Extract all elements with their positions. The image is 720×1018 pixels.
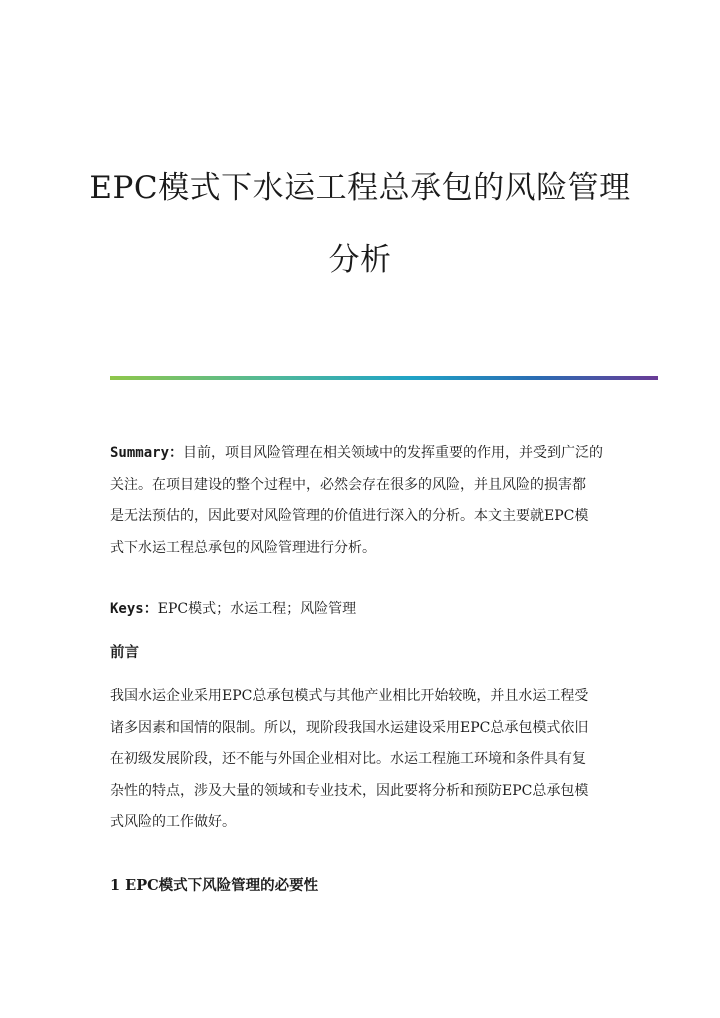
document-title-line-1: EPC模式下水运工程总承包的风险管理 bbox=[89, 170, 631, 206]
gradient-divider bbox=[110, 376, 658, 380]
summary-label: Summary： bbox=[110, 445, 184, 461]
preface-text-line: 诸多因素和国情的限制。所以，现阶段我国水运建设采用EPC总承包模式依旧 bbox=[110, 719, 589, 736]
summary-paragraph bbox=[110, 438, 610, 564]
keywords-label: Keys： bbox=[110, 601, 158, 617]
summary-text-line: 是无法预估的，因此要对风险管理的价值进行深入的分析。本文主要就EPC模 bbox=[110, 508, 589, 525]
summary-text-line: 式下水运工程总承包的风险管理进行分析。 bbox=[110, 539, 376, 556]
preface-text-line: 在初级发展阶段，还不能与外国企业相对比。水运工程施工环境和条件具有复 bbox=[110, 751, 586, 768]
preface-heading: 前言 bbox=[110, 644, 139, 661]
document-title-line-2: 分析 bbox=[328, 242, 392, 278]
preface-text-line: 式风险的工作做好。 bbox=[110, 814, 236, 831]
keywords-paragraph bbox=[110, 594, 610, 626]
summary-text-line: 关注。在项目建设的整个过程中，必然会存在很多的风险，并且风险的损害都 bbox=[110, 476, 586, 493]
section-1-heading: 1 EPC模式下风险管理的必要性 bbox=[110, 877, 319, 894]
preface-paragraph bbox=[110, 681, 610, 839]
summary-line bbox=[110, 438, 610, 470]
keywords-line bbox=[110, 594, 610, 626]
preface-text-line: 我国水运企业采用EPC总承包模式与其他产业相比开始较晚，并且水运工程受 bbox=[110, 688, 589, 704]
summary-text-line: 目前，项目风险管理在相关领域中的发挥重要的作用，并受到广泛的 bbox=[183, 445, 604, 461]
keywords-text: EPC模式；水运工程；风险管理 bbox=[157, 601, 357, 617]
preface-text-line: 杂性的特点，涉及大量的领域和专业技术，因此要将分析和预防EPC总承包模 bbox=[110, 782, 589, 799]
